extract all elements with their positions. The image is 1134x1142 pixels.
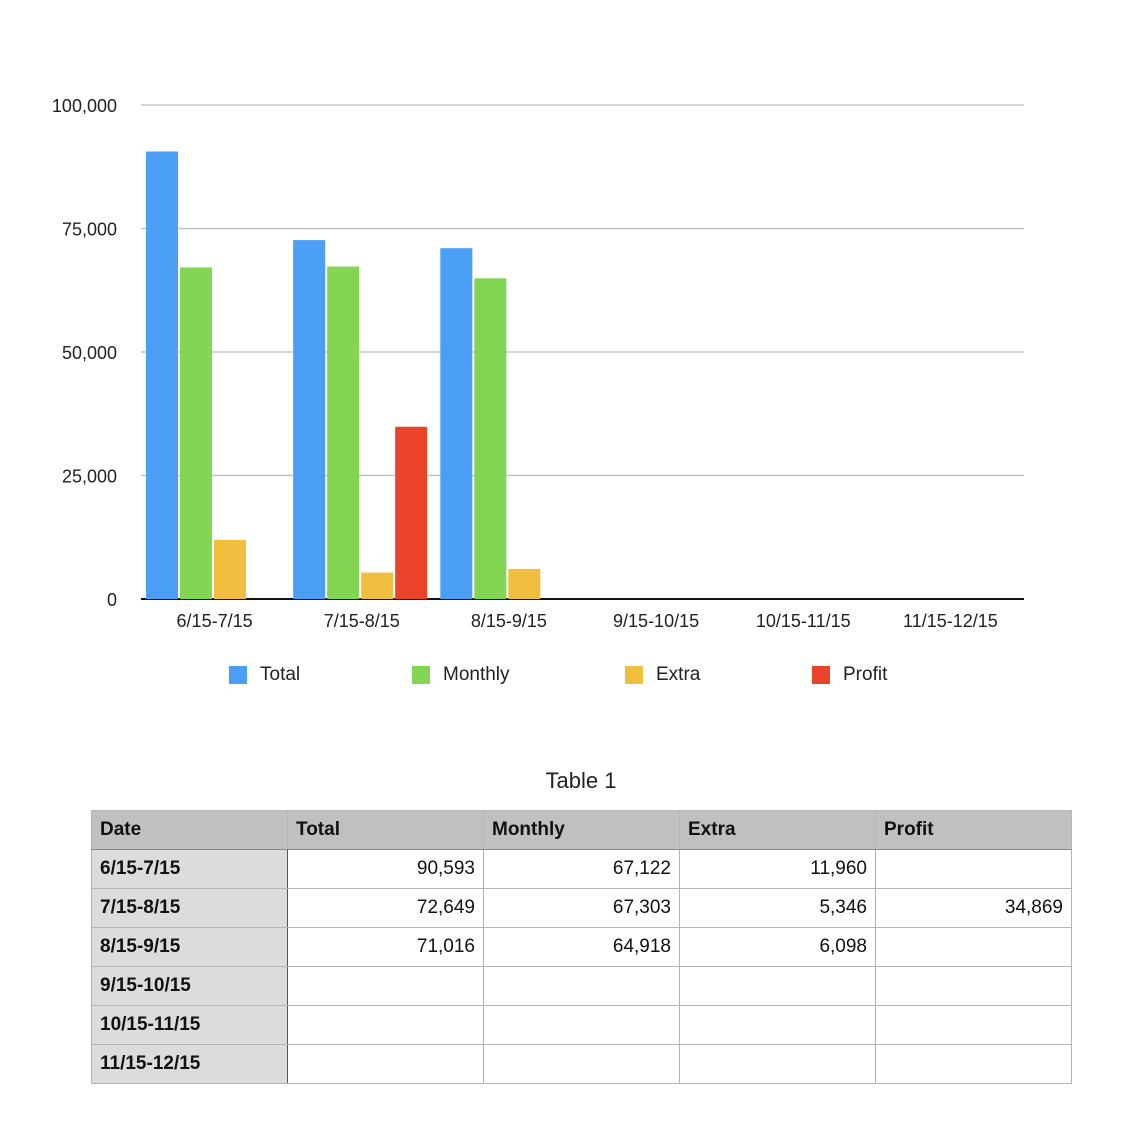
bar-total [293, 240, 325, 599]
table-cell [484, 1045, 680, 1084]
legend-swatch [812, 666, 830, 684]
x-tick-label: 11/15-12/15 [903, 611, 998, 631]
legend-label: Monthly [443, 664, 510, 685]
table-cell [876, 928, 1072, 967]
row-header-cell: 7/15-8/15 [92, 889, 288, 928]
column-header: Monthly [484, 811, 680, 850]
table-cell [484, 1006, 680, 1045]
bar-total [440, 248, 472, 599]
legend-swatch [229, 666, 247, 684]
table-body [92, 850, 1072, 1084]
table-row [92, 889, 1072, 928]
table-title: Table 1 [545, 768, 617, 793]
y-tick-label: 50,000 [61, 343, 117, 363]
table-cell: 64,918 [484, 928, 680, 967]
table-cell: 90,593 [288, 850, 484, 889]
column-header: Extra [680, 811, 876, 850]
column-header: Date [92, 811, 288, 850]
table-cell [288, 967, 484, 1006]
bars [146, 151, 540, 599]
table-cell [288, 1006, 484, 1045]
table-row [92, 928, 1072, 967]
gridlines [141, 105, 1024, 599]
table-cell [484, 967, 680, 1006]
chart-legend [0, 664, 1134, 694]
legend-item-extra [625, 664, 700, 686]
table-cell: 71,016 [288, 928, 484, 967]
bar-extra [508, 569, 540, 599]
bar-total [146, 151, 178, 599]
table-header-row [92, 811, 1072, 850]
table-cell [876, 850, 1072, 889]
bar-monthly [327, 267, 359, 599]
y-tick-label: 0 [106, 590, 117, 610]
bar-monthly [180, 267, 212, 599]
table-cell [876, 967, 1072, 1006]
legend-item-total [229, 664, 300, 686]
y-tick-label: 25,000 [61, 466, 117, 487]
legend-item-profit [812, 664, 887, 686]
table-row [92, 850, 1072, 889]
table-cell: 67,122 [484, 850, 680, 889]
table-cell: 5,346 [680, 889, 876, 928]
bar-monthly [474, 278, 506, 599]
x-tick-label: 6/15-7/15 [176, 611, 253, 631]
table-cell [288, 1045, 484, 1084]
legend-item-monthly [412, 664, 510, 686]
table-cell: 72,649 [288, 889, 484, 928]
table-cell [680, 1006, 876, 1045]
table-cell: 11,960 [680, 850, 876, 889]
legend-label: Profit [843, 664, 888, 685]
y-axis-tick-labels [52, 96, 117, 610]
x-axis-tick-labels [177, 611, 998, 631]
x-tick-label: 7/15-8/15 [323, 611, 400, 631]
bar-extra [361, 573, 393, 599]
data-table [91, 810, 1072, 1084]
y-tick-label: 75,000 [61, 219, 117, 240]
y-tick-label: 100,000 [51, 96, 117, 116]
table-row [92, 967, 1072, 1006]
table-row [92, 1045, 1072, 1084]
bar-profit [395, 427, 427, 599]
table-cell [680, 1045, 876, 1084]
table-cell [680, 967, 876, 1006]
x-tick-label: 9/15-10/15 [613, 611, 700, 631]
row-header-cell: 9/15-10/15 [92, 967, 288, 1006]
row-header-cell: 10/15-11/15 [92, 1006, 288, 1045]
table-cell: 67,303 [484, 889, 680, 928]
bar-extra [214, 540, 246, 599]
row-header-cell: 8/15-9/15 [92, 928, 288, 967]
legend-swatch [412, 666, 430, 684]
table-cell: 6,098 [680, 928, 876, 967]
legend-label: Total [260, 664, 301, 685]
x-tick-label: 8/15-9/15 [470, 611, 547, 631]
legend-swatch [625, 666, 643, 684]
table-header [92, 811, 1072, 850]
column-header: Profit [876, 811, 1072, 850]
column-header: Total [288, 811, 484, 850]
table-cell [876, 1045, 1072, 1084]
x-tick-label: 10/15-11/15 [755, 611, 851, 631]
table-cell [876, 1006, 1072, 1045]
table-row [92, 1006, 1072, 1045]
legend-label: Extra [656, 664, 701, 685]
table-cell: 34,869 [876, 889, 1072, 928]
row-header-cell: 11/15-12/15 [92, 1045, 288, 1084]
row-header-cell: 6/15-7/15 [92, 850, 288, 889]
